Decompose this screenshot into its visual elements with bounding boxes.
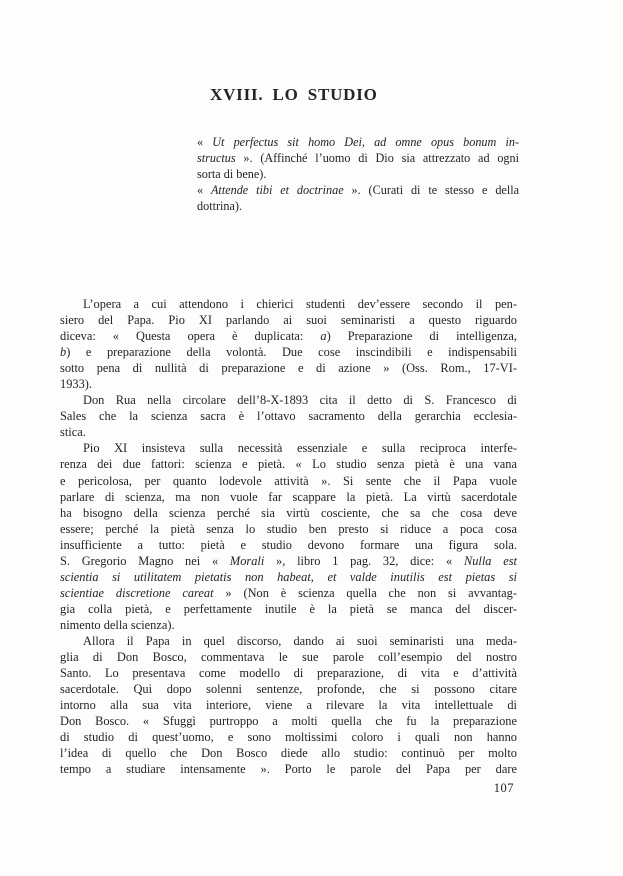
text-line: [60, 473, 517, 489]
text-segment: gia colla pietà, e perfettamente inutile è la pietà se manca del discer-: [60, 601, 517, 616]
text-segment: Don Rua nella circolare dell’8-X-1893 cita il detto di S. Francesco di: [83, 393, 517, 408]
italic-text: Morali: [229, 553, 265, 568]
text-segment: intorno alla sua vita interiore, viene a rilevare la vita intellettuale di: [60, 698, 517, 713]
text-line: [197, 182, 519, 198]
text-segment: stica.: [60, 425, 86, 440]
italic-text: structus: [197, 151, 236, 165]
text-line: [60, 392, 517, 408]
text-segment: insufficiente a tutto: pietà e studio devono formare una figura sola.: [60, 537, 517, 552]
text-segment: l’idea di quello che Don Bosco diede allo studio: continuò per molto: [60, 746, 517, 761]
text-segment: sotto pena di nullità di preparazione e di azione » (Oss. Rom., 17-VI-: [60, 361, 517, 376]
text-line: [60, 633, 517, 649]
text-segment: diceva: « Questa opera è duplicata:: [60, 329, 321, 344]
text-segment: tempo a studiare intensamente ». Porto le parole del Papa per dare: [60, 762, 517, 777]
text-segment: nimento della scienza).: [60, 617, 175, 632]
text-segment: di studio di quest’uomo, e sono moltissimi coloro i quali non hanno: [60, 730, 517, 745]
text-segment: e pericolosa, per quanto lodevole attività ». Si sente che il Papa vuole: [60, 473, 517, 488]
text-line: [197, 150, 519, 166]
paragraph: [60, 392, 517, 440]
text-segment: Pio XI insisteva sulla necessità essenziale e sulla reciproca interfe-: [83, 441, 517, 456]
italic-text: b: [60, 345, 67, 360]
text-segment: glia di Don Bosco, commentava le sue parole coll’esempio del nostro: [60, 650, 517, 665]
text-segment: parlare di scienza, ma non vuole far scappare la pietà. La virtù sacerdotale: [60, 489, 517, 504]
text-segment: ) e preparazione della volontà. Due cose inscindibili e indispensabili: [66, 345, 517, 360]
text-line: [60, 649, 517, 665]
text-segment: renza dei due fattori: scienza e pietà. « Lo studio senza pietà è una vana: [60, 457, 517, 472]
body-text: [60, 296, 517, 777]
paragraph: [60, 440, 517, 633]
text-line: [60, 312, 517, 328]
text-line: [60, 505, 517, 521]
text-line: [60, 424, 517, 440]
text-line: [60, 360, 517, 376]
text-line: [60, 440, 517, 456]
text-line: [60, 328, 517, 344]
text-line: [60, 521, 517, 537]
text-line: [60, 344, 517, 360]
text-segment: Sales che la scienza sacra è l’ottavo sacramento della gerarchia ecclesia-: [60, 409, 517, 424]
text-line: [197, 134, 519, 150]
text-line: [60, 713, 517, 729]
text-segment: ». (Curati di te stesso e della: [343, 183, 520, 197]
text-segment: essere; perché la pietà senza lo studio ben presto si riduce a poca cosa: [60, 521, 517, 536]
text-segment: «: [197, 135, 213, 149]
paragraph: [60, 296, 517, 392]
text-segment: S. Gregorio Magno nei «: [60, 553, 230, 568]
text-segment: 1933).: [60, 377, 93, 392]
text-line: [60, 585, 517, 601]
text-line: [60, 296, 517, 312]
text-segment: «: [197, 183, 211, 197]
text-segment: sorta di bene).: [197, 167, 267, 181]
text-segment: », libro 1 pag. 32, dice: «: [264, 553, 464, 568]
text-line: [60, 553, 517, 569]
text-line: [60, 569, 517, 585]
italic-text: a: [320, 329, 327, 344]
italic-text: scientiae discretione careat: [60, 585, 214, 600]
italic-text: scientia si utilitatem pietatis non habeat, et valde inutilis est pietas si: [60, 569, 517, 584]
text-line: [60, 617, 517, 633]
text-segment: sacerdotale. Qui dopo solenni sentenze, profonde, che si possono citare: [60, 682, 517, 697]
text-line: [60, 456, 517, 472]
text-segment: ha bisogno della scienza perché sia virtù cosciente, che sa che cosa deve: [60, 505, 517, 520]
text-segment: siero del Papa. Pio XI parlando ai suoi seminaristi a questo riguardo: [60, 313, 517, 328]
page-number: 107: [493, 781, 514, 795]
text-line: [60, 745, 517, 761]
text-line: [197, 198, 519, 214]
text-segment: ) Preparazione di intelligenza,: [326, 329, 517, 344]
text-segment: L’opera a cui attendono i chierici studenti dev’essere secondo il pen-: [83, 297, 517, 311]
text-line: [60, 376, 517, 392]
text-line: [60, 408, 517, 424]
italic-text: Ut perfectus sit homo Dei, ad omne opus bonum in-: [212, 135, 519, 149]
chapter-title: XVIII. LO STUDIO: [210, 85, 378, 104]
text-segment: dottrina).: [197, 199, 243, 213]
text-line: [60, 729, 517, 745]
text-segment: Santo. Lo presentava come modello di preparazione, di vita e d’attività: [60, 666, 517, 681]
text-line: [60, 601, 517, 617]
text-line: [60, 761, 517, 777]
text-line: [60, 697, 517, 713]
text-line: [197, 166, 519, 182]
text-segment: Don Bosco. « Sfuggì purtroppo a molti quella che fu la preparazione: [60, 714, 517, 729]
text-line: [60, 665, 517, 681]
paragraph: [60, 633, 517, 777]
text-segment: Allora il Papa in quel discorso, dando ai suoi seminaristi una meda-: [83, 633, 517, 648]
italic-text: Attende tibi et doctrinae: [210, 183, 344, 197]
italic-text: Nulla est: [463, 553, 517, 568]
text-line: [60, 537, 517, 553]
text-line: [60, 489, 517, 505]
text-line: [60, 681, 517, 697]
epigraph: [197, 134, 519, 214]
text-segment: ». (Affinché l’uomo di Dio sia attrezzato ad ogni: [235, 151, 519, 165]
text-segment: » (Non è scienza quella che non si avvantag-: [213, 585, 518, 600]
